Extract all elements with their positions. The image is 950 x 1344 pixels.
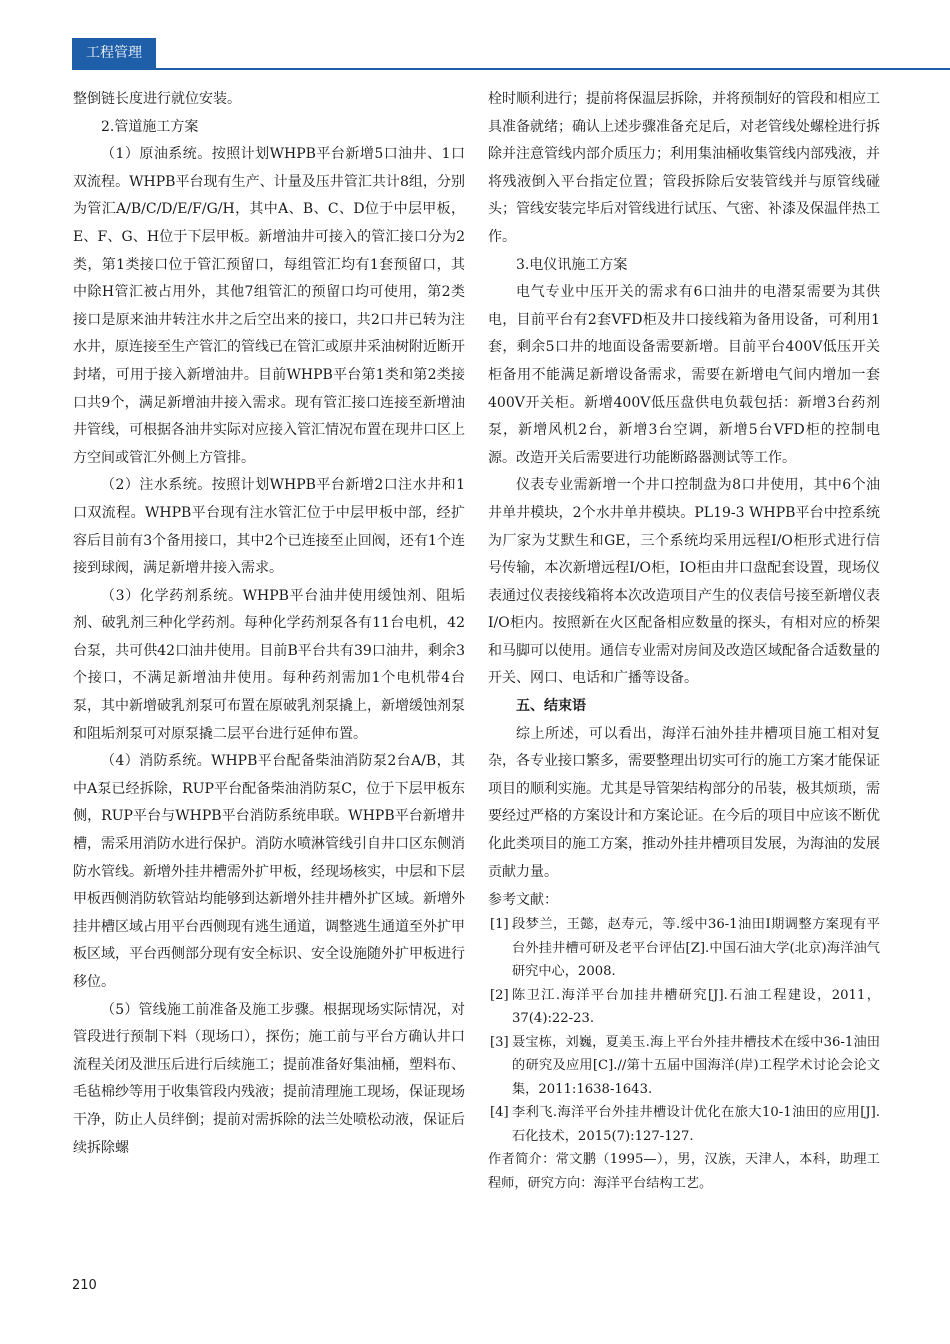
reference-text: 聂宝栋，刘巍，夏美玉.海上平台外挂井槽技术在绥中36-1油田的研究及应用[C].//第十五届中国海洋(岸)工程学术讨论会论文集，2011:1638-1643. xyxy=(512,1034,880,1097)
reference-text: 李利飞.海洋平台外挂井槽设计优化在旅大10-1油田的应用[J].石化技术，2015(7):127-127. xyxy=(512,1105,880,1144)
author-bio: 作者简介：常文鹏（1995—），男，汉族，天津人，本科，助理工程师，研究方向：海洋平台结构工艺。 xyxy=(488,1152,880,1191)
reference-text: 段梦兰，王懿，赵寿元，等.绥中36-1油田Ⅰ期调整方案现有平台外挂井槽可研及老平台评估[Z].中国石油大学(北京)海洋油气研究中心，2008. xyxy=(512,917,880,980)
reference-number: [3] xyxy=(490,1034,509,1050)
reference-item xyxy=(488,984,880,1031)
section-heading-conclusion: 五、结束语 xyxy=(516,698,586,715)
reference-item xyxy=(488,913,880,984)
reference-item xyxy=(488,1101,880,1148)
right-column xyxy=(488,86,880,1195)
paragraph-continuation: 整倒链长度进行就位安装。 xyxy=(73,91,241,107)
header-rule xyxy=(72,68,950,70)
paragraph-preparation-steps: （5）管线施工前准备及施工步骤。根据现场实际情况，对管段进行预制下料（现场口），探伤；施工前与平台方确认井口流程关闭及泄压后进行后续施工；提前准备好集油桶，塑料布、毛毡棉纱等用于收集管段内残液；提前清理施工现场，保证现场干净，防止人员绊倒；提前对需拆除的法兰处喷松动液，保证后续拆除螺 xyxy=(73,1001,465,1156)
paragraph-instrumentation: 仪表专业需新增一个井口控制盘为8口井使用，其中6个油井单井模块，2个水井单井模块。PL19-3 WHPB平台中控系统为厂家为艾默生和GE，三个系统均采用远程I/O柜形式进行信号传输，本次新增远程I/O柜，IO柜由井口盘配套设置，现场仪表通过仪表接线箱将本次改造项目产生的仪表信号接至新增仪表I/O柜内。按照新在火区配备相应数量的探头，有相对应的桥架和马脚可以使用。通信专业需对房间及改造区域配备合适数量的开关、网口、电话和广播等设备。 xyxy=(488,477,880,687)
page-number: 210 xyxy=(72,1278,97,1293)
reference-number: [1] xyxy=(490,917,509,933)
paragraph-water-injection-system: （2）注水系统。按照计划WHPB平台新增2口注水井和1口双流程。WHPB平台现有注水管汇位于中层甲板中部，经扩容后目前有3个备用接口，其中2个已连接至止回阀，还有1个连接到球阀，满足新增井接入需求。 xyxy=(73,477,465,577)
reference-number: [2] xyxy=(490,987,509,1003)
left-column xyxy=(73,86,465,1162)
references-list xyxy=(488,888,880,1148)
paragraph-continuation: 栓时顺利进行；提前将保温层拆除，并将预制好的管段和相应工具准备就绪；确认上述步骤准备充足后，对老管线处螺栓进行拆除并注意管线内部介质压力；利用集油桶收集管线内部残液，并将残液倒入平台指定位置；管段拆除后安装管线并与原管线碰头；管线安装完毕后对管线进行试压、气密、补漆及保温伴热工作。 xyxy=(488,91,880,245)
paragraph-electrical: 电气专业中压开关的需求有6口油井的电潜泵需要为其供电，目前平台有2套VFD柜及井口接线箱为备用设备，可利用1套，剩余5口井的地面设备需要新增。目前平台400V低压开关柜备用不能满足新增设备需求，需要在新增电气间内增加一套400V开关柜。新增400V低压盘供电负载包括：新增3台药剂泵，新增风机2台，新增3台空调，新增5台VFD柜的控制电源。改造开关后需要进行功能断路器测试等工作。 xyxy=(488,284,880,466)
reference-number: [4] xyxy=(490,1105,509,1121)
paragraph-fire-system: （4）消防系统。WHPB平台配备柴油消防泵2台A/B，其中A泵已经拆除，RUP平台配备柴油消防泵C，位于下层甲板东侧，RUP平台与WHPB平台消防系统串联。WHPB平台新增井槽，需采用消防水进行保护。消防水喷淋管线引自井口区东侧消防水管线。新增外挂井槽需外扩甲板，经现场核实，中层和下层甲板西侧消防软管站均能够到达新增外挂井槽外扩区域。新增外挂井槽区域占用平台西侧现有逃生通道，调整逃生通道至外扩甲板区域，平台西侧部分现有安全标识、安全设施随外扩甲板进行移位。 xyxy=(73,753,465,990)
subsection-heading-pipeline: 2.管道施工方案 xyxy=(101,118,199,135)
reference-item xyxy=(488,1031,880,1102)
references-title: 参考文献： xyxy=(488,892,558,909)
paragraph-chemical-system: （3）化学药剂系统。WHPB平台油井使用缓蚀剂、阻垢剂、破乳剂三种化学药剂。每种化学药剂泵各有11台电机，42台泵，共可供42口油井使用。目前B平台共有39口油井，剩余3个接口，不满足新增油井使用。每种药剂需加1个电机带4台泵，其中新增破乳剂泵可布置在原破乳剂泵撬上，新增缓蚀剂泵和阻垢剂泵可对原泵撬二层平台进行延伸布置。 xyxy=(73,587,465,742)
section-header-tab: 工程管理 xyxy=(72,38,156,68)
paragraph-crude-oil-system: （1）原油系统。按照计划WHPB平台新增5口油井、1口双流程。WHPB平台现有生产、计量及压井管汇共计8组，分别为管汇A/B/C/D/E/F/G/H，其中A、B、C、D位于中层甲板，E、F、G、H位于下层甲板。新增油井可接入的管汇接口分为2类，第1类接口位于管汇预留口，每组管汇均有1套预留口，其中除H管汇被占用外，其他7组管汇的预留口均可使用，第2类接口是原来油井转注水井之后空出来的接口，共2口井已转为注水井，原连接至生产管汇的管线已在管汇或原井采油树附近断开封堵，可用于接入新增油井。目前WHPB平台第1类和第2类接口共9个，满足新增油井接入需求。现有管汇接口连接至新增油井管线，可根据各油井实际对应接入管汇情况布置在现井口区上方空间或管汇外侧上方管排。 xyxy=(73,146,465,466)
paragraph-conclusion: 综上所述，可以看出，海洋石油外挂井槽项目施工相对复杂，各专业接口繁多，需要整理出切实可行的施工方案才能保证项目的顺利实施。尤其是导管架结构部分的吊装，极其烦琐，需要经过严格的方案设计和方案论证。在今后的项目中应该不断优化此类项目的施工方案，推动外挂井槽项目发展，为海油的发展贡献力量。 xyxy=(488,725,880,880)
subsection-heading-electrical: 3.电仪讯施工方案 xyxy=(516,256,628,273)
reference-text: 陈卫江.海洋平台加挂井槽研究[J].石油工程建设，2011，37(4):22-23. xyxy=(512,987,880,1027)
